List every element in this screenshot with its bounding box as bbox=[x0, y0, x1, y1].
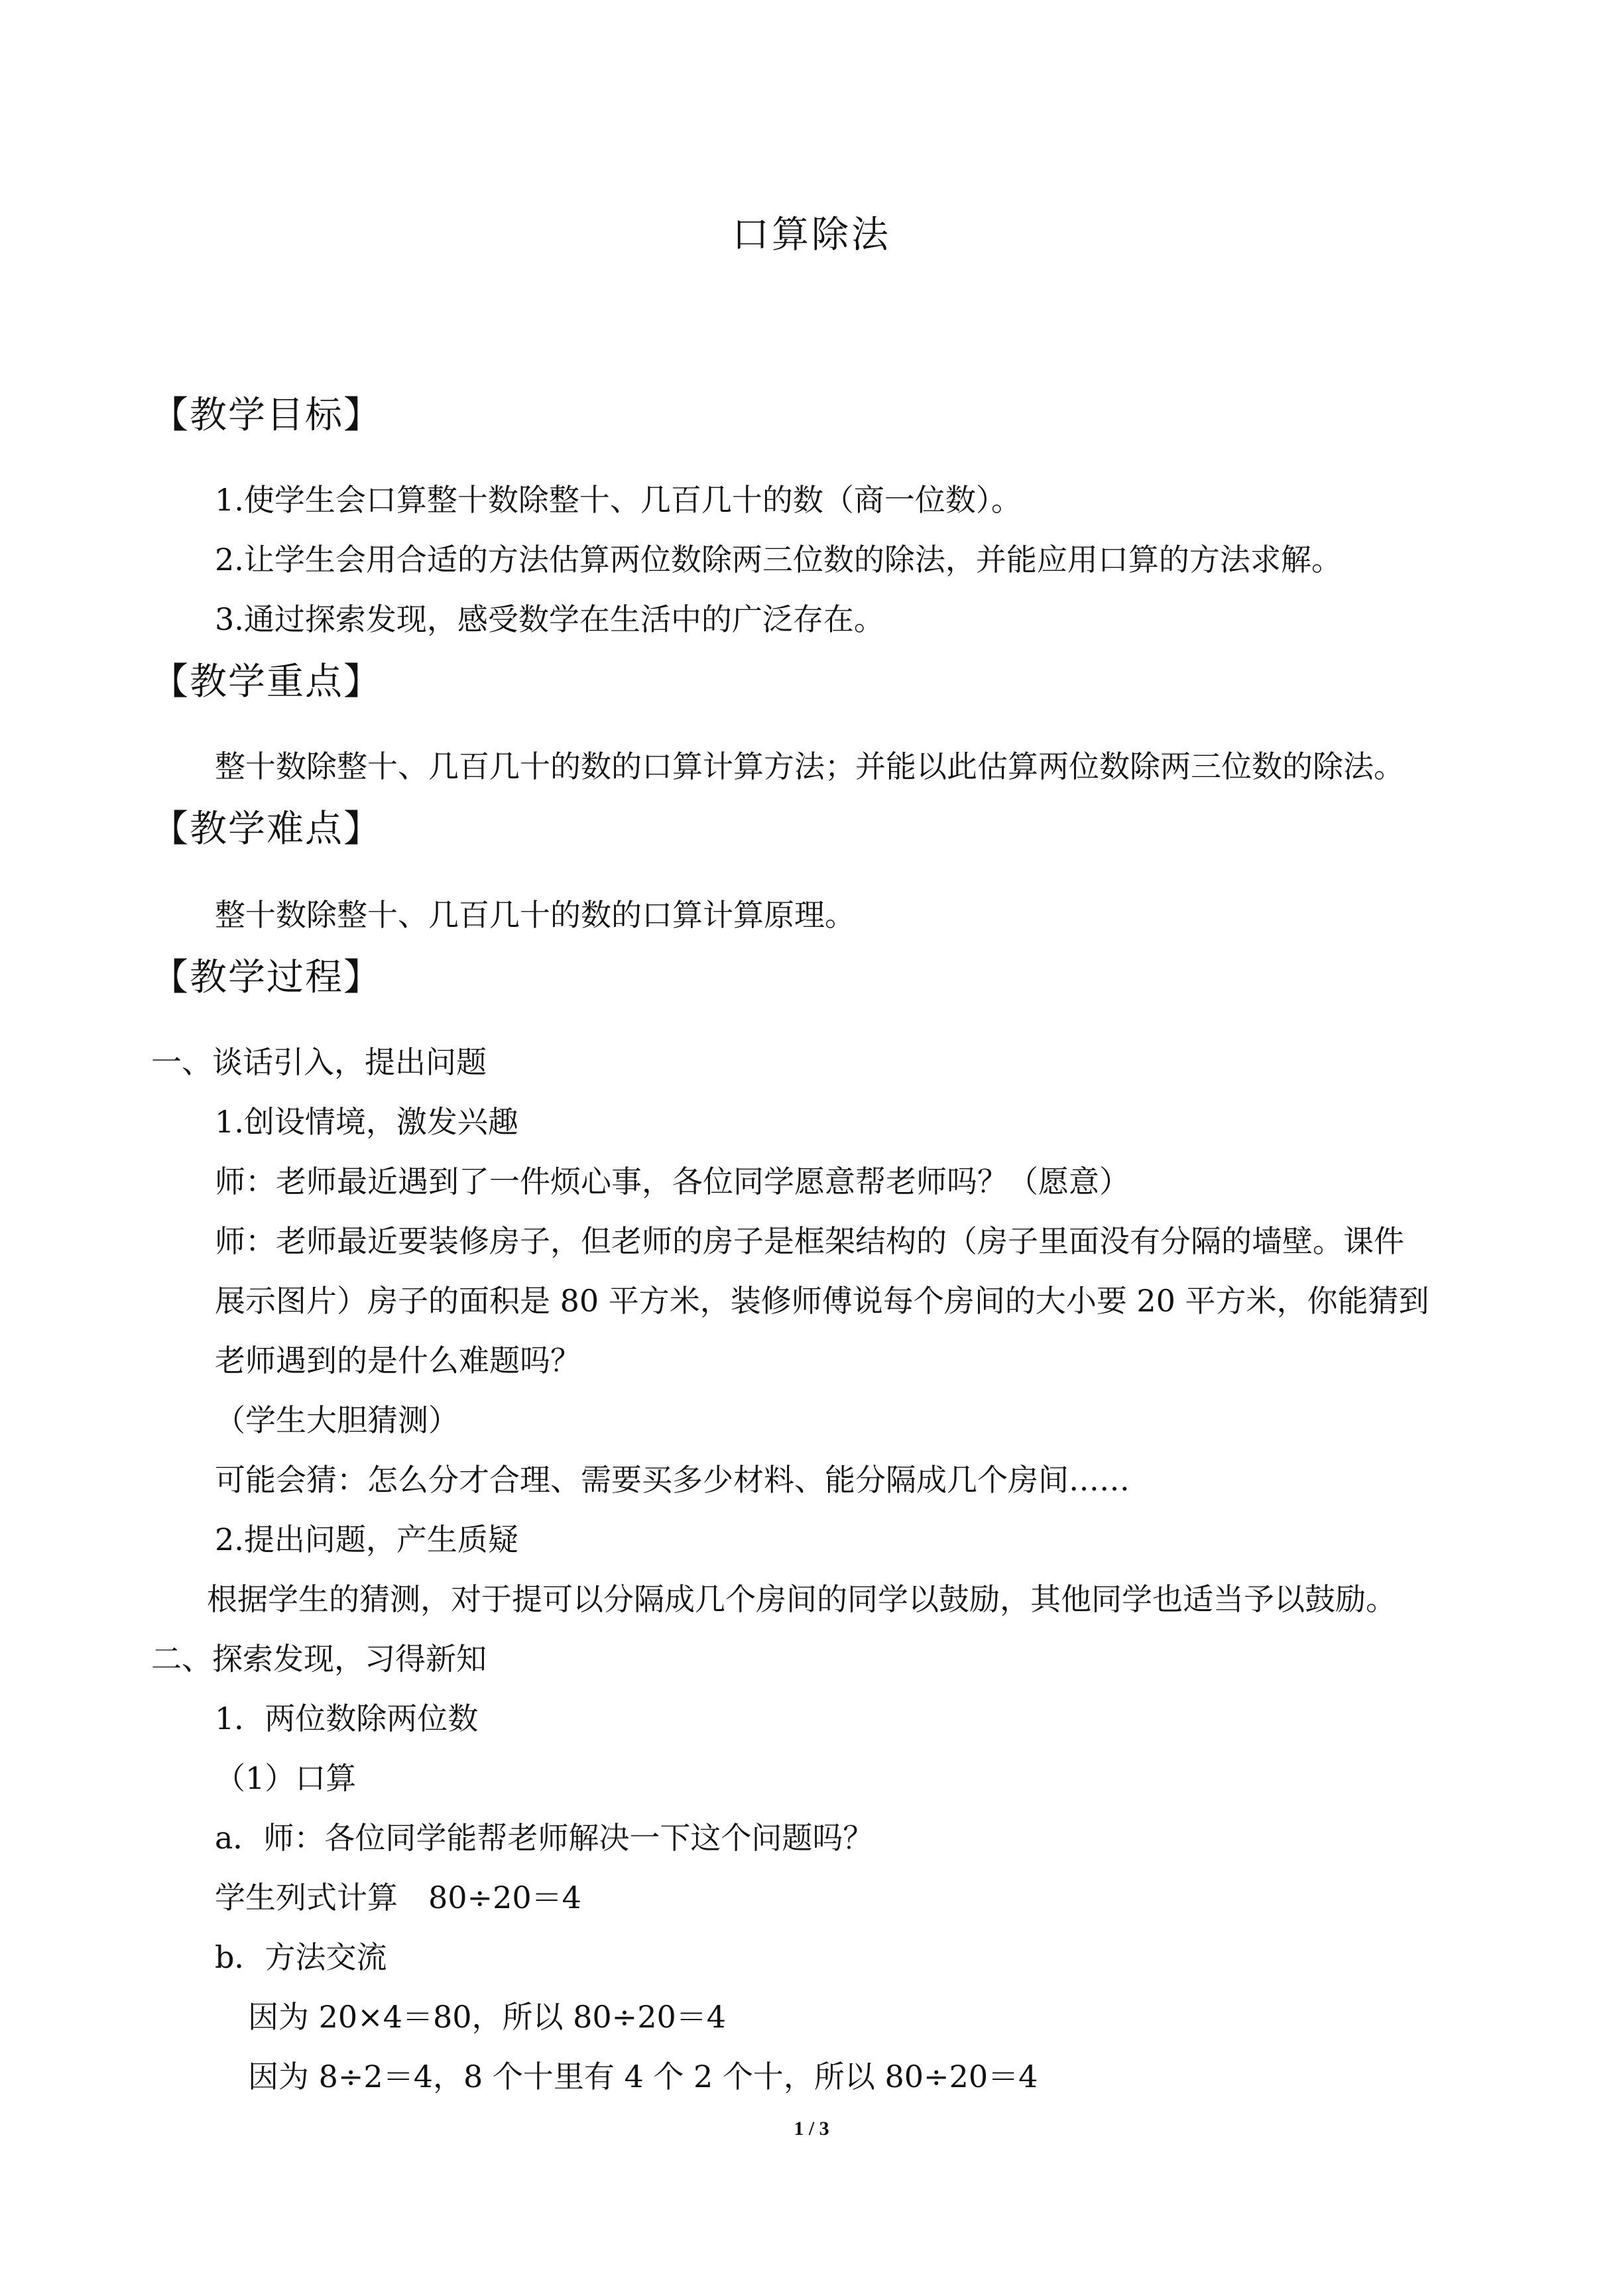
student-guess: （学生大胆猜测） bbox=[215, 1402, 459, 1438]
heading-teaching-focus: 【教学重点】 bbox=[151, 660, 382, 703]
student-equation: 学生列式计算 80÷20＝4 bbox=[215, 1880, 581, 1915]
heading-teaching-difficulty: 【教学难点】 bbox=[151, 808, 382, 851]
dialogue-line-2: 师：老师最近要装修房子，但老师的房子是框架结构的（房子里面没有分隔的墙壁。课件 bbox=[215, 1223, 1404, 1259]
objective-2: 2.让学生会用合适的方法估算两位数除两三位数的除法，并能应用口算的方法求解。 bbox=[215, 542, 1342, 577]
objective-1: 1.使学生会口算整十数除整十、几百几十的数（商一位数）。 bbox=[215, 482, 1022, 518]
focus-text: 整十数除整十、几百几十的数的口算计算方法；并能以此估算两位数除两三位数的除法。 bbox=[215, 749, 1404, 784]
method-1: 因为 20×4＝80，所以 80÷20＝4 bbox=[248, 1999, 726, 2035]
substep-a: a．师：各位同学能帮老师解决一下这个问题吗？ bbox=[215, 1820, 874, 1856]
substep-oral-calc: （1）口算 bbox=[215, 1760, 357, 1796]
step-1-2: 2.提出问题，产生质疑 bbox=[215, 1522, 518, 1557]
objective-3: 3.通过探索发现，感受数学在生活中的广泛存在。 bbox=[215, 601, 884, 637]
step-2-1: 1．两位数除两位数 bbox=[215, 1701, 479, 1736]
document-title: 口算除法 bbox=[732, 213, 891, 257]
section-2-heading: 二、探索发现，习得新知 bbox=[151, 1641, 487, 1677]
substep-b: b．方法交流 bbox=[215, 1939, 387, 1975]
possible-guess: 可能会猜：怎么分才合理、需要买多少材料、能分隔成几个房间…… bbox=[215, 1462, 1130, 1498]
step-1-1: 1.创设情境，激发兴趣 bbox=[215, 1104, 518, 1140]
method-2: 因为 8÷2＝4，8 个十里有 4 个 2 个十，所以 80÷20＝4 bbox=[248, 2059, 1038, 2094]
dialogue-line-3: 展示图片）房子的面积是 80 平方米，装修师傅说每个房间的大小要 20 平方米，你能猜到 bbox=[215, 1283, 1429, 1319]
encouragement-text: 根据学生的猜测，对于提可以分隔成几个房间的同学以鼓励，其他同学也适当予以鼓励。 bbox=[207, 1581, 1396, 1617]
difficulty-text: 整十数除整十、几百几十的数的口算计算原理。 bbox=[215, 897, 855, 933]
section-1-heading: 一、谈话引入，提出问题 bbox=[151, 1044, 487, 1080]
page-number: 1 / 3 bbox=[794, 2118, 829, 2140]
heading-teaching-objectives: 【教学目标】 bbox=[151, 394, 382, 437]
dialogue-line-4: 老师遇到的是什么难题吗？ bbox=[215, 1343, 581, 1378]
dialogue-line-1: 师：老师最近遇到了一件烦心事，各位同学愿意帮老师吗？（愿意） bbox=[215, 1164, 1130, 1199]
heading-teaching-process: 【教学过程】 bbox=[151, 956, 382, 999]
